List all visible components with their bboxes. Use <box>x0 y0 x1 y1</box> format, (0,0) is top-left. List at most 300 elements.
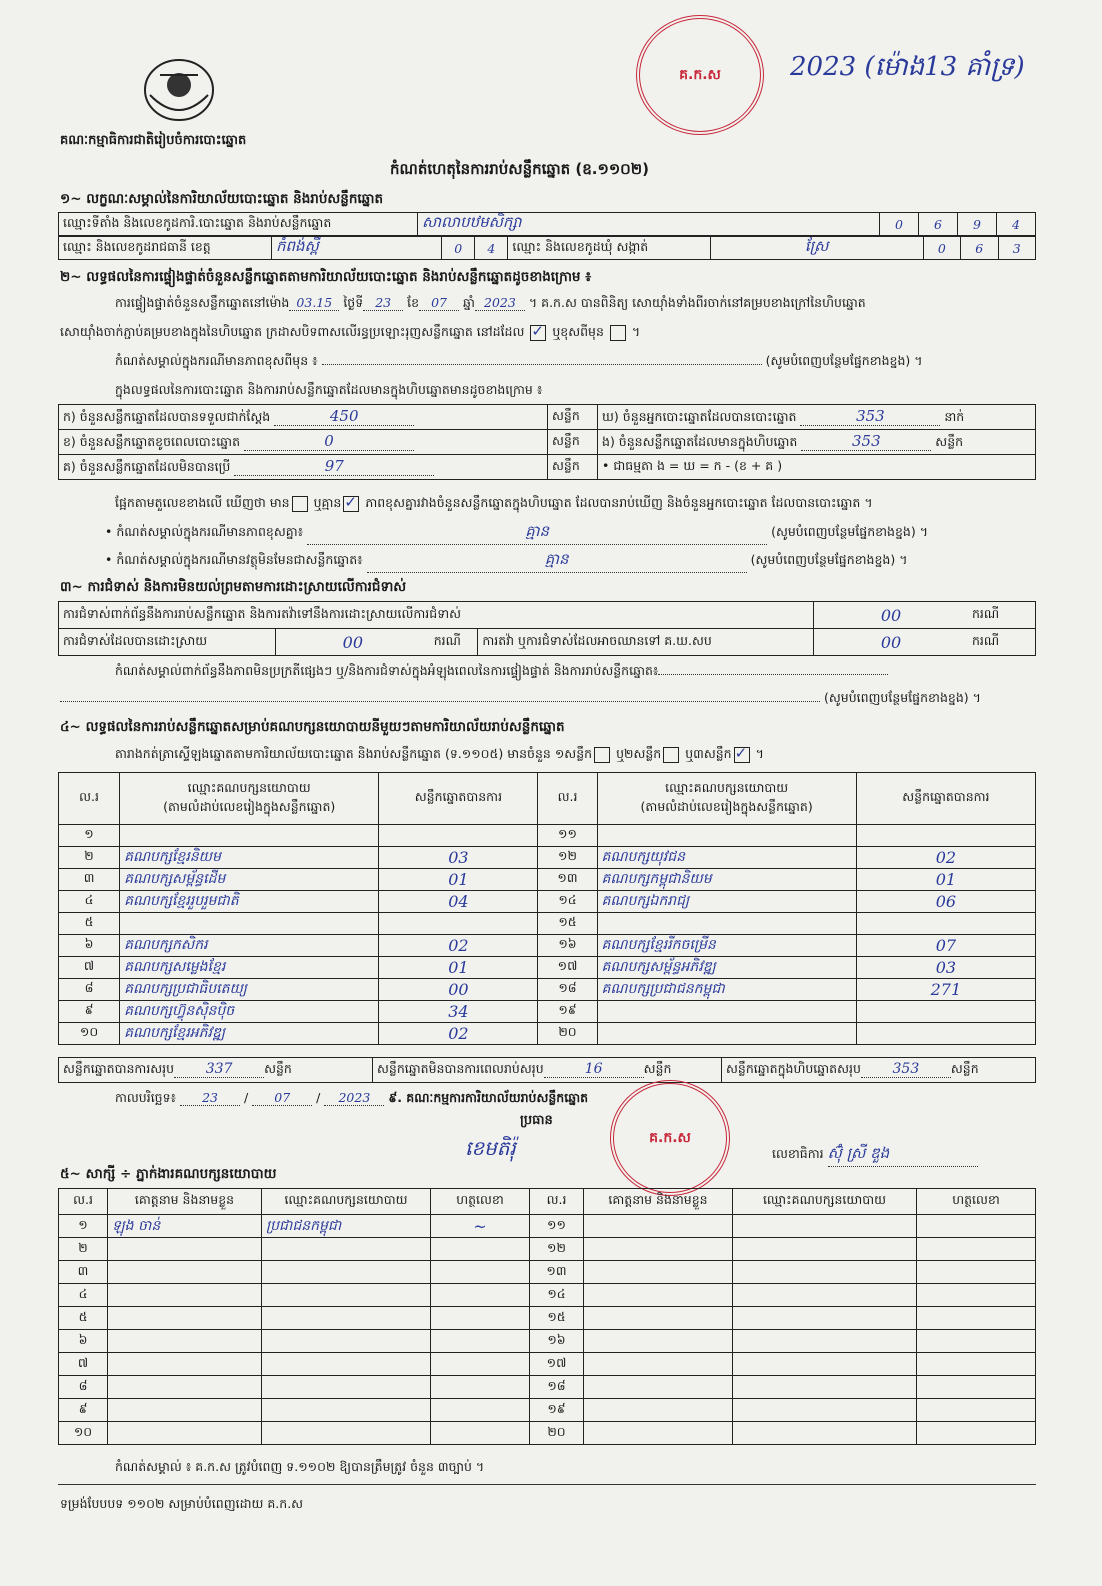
appeal-value: 00 <box>814 629 968 656</box>
date-label: កាលបរិច្ឆេទ៖ <box>115 1090 177 1105</box>
count-a-unit: សន្លឹក <box>548 405 598 430</box>
result-votes: 01 <box>379 957 538 979</box>
col-party-left: ឈ្មោះគណបក្សនយោបាយ <box>187 779 311 795</box>
result-no: ៥ <box>59 913 120 935</box>
count-e-label: ង) ចំនួនសន្លឹកឆ្នោតដែលមានក្នុងហិបឆ្នោត <box>602 433 798 449</box>
row1-label: ឈ្មោះទីតាំង និងលេខកូដការិ.បោះឆ្នោត និងរាប់សន្លឹកឆ្នោត <box>59 213 418 236</box>
count-d-label: ឃ) ចំនួនអ្នកបោះឆ្នោតដែលបានបោះឆ្នោត <box>602 408 797 424</box>
sheets-label-a: តារាងកត់ត្រាស្ទើឡងឆ្នោតតាមការិយាល័យបោះឆ្នោត និងរាប់សន្លឹកឆ្នោត (ទ.១១០៥) មានចំនួន ១សន្លឹក <box>115 746 593 761</box>
row2-code2-1: 6 <box>961 237 998 260</box>
witness-row <box>59 1376 1036 1399</box>
result-party <box>120 913 379 935</box>
total-box-value: 353 <box>861 1061 951 1078</box>
total-invalid-unit: សន្លឹក <box>643 1060 672 1076</box>
footer-text: ទម្រង់បែបបទ ១១០២ សម្រាប់បំពេញដោយ គ.ក.ស <box>60 1496 304 1511</box>
section1-table <box>58 212 1036 236</box>
count-e-unit: សន្លឹក <box>935 433 964 449</box>
witness-no: ៥ <box>59 1307 108 1330</box>
witness-name <box>584 1422 733 1445</box>
formula: • ជាធម្មតា ង = ឃ = ក - (ខ + គ ) <box>598 455 1036 480</box>
result-no: ៧ <box>59 957 120 979</box>
result-votes: 00 <box>379 979 538 1001</box>
witness-signature <box>431 1399 530 1422</box>
result-party <box>120 825 379 847</box>
witness-name <box>584 1307 733 1330</box>
witness-signature <box>917 1261 1036 1284</box>
sec2-bullet1 <box>105 522 928 545</box>
line1-a: ការផ្ទៀងផ្ទាត់ចំនួនសន្លឹកឆ្នោតនៅម៉ោង <box>115 295 290 310</box>
count-a-label: ក) ចំនួនសន្លឹកឆ្នោតដែលបានទទួលជាក់ស្តែង <box>63 408 271 424</box>
page-title: កំណត់ហេតុនៃការរាប់សន្លឹកឆ្នោត (ឧ.១១០២) <box>390 160 650 178</box>
row2-code-1: 4 <box>475 237 508 260</box>
result-votes <box>856 1001 1035 1023</box>
witness-party <box>733 1422 917 1445</box>
witness-no: ១២ <box>530 1238 584 1261</box>
line3-text: កំណត់សម្គាល់ក្នុងករណីមានភាពខុសពីមុន ៖ <box>115 353 318 368</box>
sec3-note <box>115 663 888 682</box>
org-name: គណៈកម្មាធិការជាតិរៀបចំការបោះឆ្នោត <box>60 133 247 148</box>
different-checkbox[interactable] <box>610 325 626 341</box>
witness-no: ៨ <box>59 1376 108 1399</box>
bullet1-note: (សូមបំពេញបន្ថែមផ្នែកខាងខ្នង) ។ <box>771 524 928 539</box>
one-sheet-checkbox[interactable] <box>594 747 610 763</box>
section4-title: ៤~ លទ្ធផលនៃការរាប់សន្លឹកឆ្នោតសម្រាប់គណបក្សនយោបាយនីមួយៗតាមការិយាល័យរាប់សន្លឹកឆ្នោត <box>60 719 565 735</box>
count-c-label: គ) ចំនួនសន្លឹកឆ្នោតដែលមិនបានប្រើ <box>63 458 231 474</box>
sheets-label-c: ឬ៣សន្លឹក <box>685 746 732 761</box>
result-votes: 01 <box>856 869 1035 891</box>
date-year: 2023 <box>324 1090 384 1106</box>
row1-code-0: 0 <box>880 213 919 236</box>
committee-label: ៩. គណៈកម្មការការិយាល័យរាប់សន្លឹកឆ្នោត <box>388 1090 589 1105</box>
line1-month: 07 <box>419 295 459 311</box>
witness-party: ប្រជាជនកម្ពុជា <box>262 1215 431 1238</box>
result-votes <box>856 913 1035 935</box>
sec2-line2: សោយ៉ាំងចាក់ភ្ជាប់គម្របខាងក្នុងនៃហិបឆ្នោត ក្រដាសបិទពាសលើរន្ធប្រឡោះរុញសន្លឹកឆ្នោត នៅដដែល ✓ ឬខុសពីមុន ។ <box>60 324 640 343</box>
result-no: ២ <box>59 847 120 869</box>
result-row <box>59 825 1036 847</box>
date-day: 23 <box>180 1090 240 1106</box>
row2-code-0: 0 <box>442 237 475 260</box>
result-no: ១៧ <box>538 957 597 979</box>
witness-name <box>584 1284 733 1307</box>
w-col-party-right: ឈ្មោះគណបក្សនយោបាយ <box>733 1189 917 1215</box>
count-c-value: 97 <box>234 457 434 476</box>
witness-signature <box>917 1422 1036 1445</box>
result-no: ៣ <box>59 869 120 891</box>
witness-signature <box>917 1353 1036 1376</box>
sec3-note-fill2 <box>60 701 820 702</box>
witness-party <box>262 1399 431 1422</box>
result-no: ១១ <box>538 825 597 847</box>
bullet2-label: • កំណត់សម្គាល់ក្នុងករណីមានវត្ថុមិនមែនជាសន្លឹកឆ្នោត៖ <box>105 552 363 567</box>
w-col-party-left: ឈ្មោះគណបក្សនយោបាយ <box>262 1189 431 1215</box>
result-party <box>597 1023 856 1045</box>
witness-no: ៧ <box>59 1353 108 1376</box>
result-party: គណបក្សឯករាជ្យ <box>597 891 856 913</box>
w-col-name-left: គោត្តនាម និងនាមខ្លួន <box>108 1189 262 1215</box>
witness-name <box>584 1215 733 1238</box>
witness-name <box>584 1238 733 1261</box>
line1-b: ថ្ងៃទី <box>343 295 364 310</box>
witness-party <box>733 1238 917 1261</box>
col-party-sub-left: (តាមលំដាប់លេខរៀងក្នុងសន្លឹកឆ្នោត) <box>163 798 336 814</box>
witness-row <box>59 1238 1036 1261</box>
result-votes <box>856 825 1035 847</box>
witness-no: ១ <box>59 1215 108 1238</box>
handwritten-date-note: 2023 (ម៉ោង13 គាំទ្រ) <box>790 52 1025 82</box>
w-col-no-right: ល.រ <box>530 1189 584 1215</box>
witness-no: ១៩ <box>530 1399 584 1422</box>
witness-no: ៤ <box>59 1284 108 1307</box>
witness-party <box>733 1330 917 1353</box>
witness-row <box>59 1422 1036 1445</box>
witness-no: ១៦ <box>530 1330 584 1353</box>
witness-signature <box>431 1376 530 1399</box>
witness-party <box>733 1307 917 1330</box>
result-no: ១២ <box>538 847 597 869</box>
witness-signature <box>431 1261 530 1284</box>
result-party: គណបក្សយុវជន <box>597 847 856 869</box>
result-party: គណបក្សប្រជាជនកម្ពុជា <box>597 979 856 1001</box>
result-party: គណបក្សហ៊្វុនស៊ិនប៉ិច <box>120 1001 379 1023</box>
result-party <box>597 825 856 847</box>
witness-party <box>733 1399 917 1422</box>
result-party <box>597 1001 856 1023</box>
sec3-fill-note: (សូមបំពេញបន្ថែមផ្នែកខាងខ្នង) ។ <box>823 690 981 705</box>
line2-text: សោយ៉ាំងចាក់ភ្ជាប់គម្របខាងក្នុងនៃហិបឆ្នោត ក្រដាសបិទពាសលើរន្ធប្រឡោះរុញសន្លឹកឆ្នោត នៅដដែល <box>60 324 525 339</box>
sec3-table <box>58 601 1036 656</box>
col-votes-left: សន្លឹកឆ្នោតបានការ <box>379 773 538 825</box>
result-no: ១៩ <box>538 1001 597 1023</box>
line5-a: ផ្អែកតាមតួលេខខាងលើ ឃើញថា មាន <box>115 495 290 510</box>
sec2-bullet2 <box>105 550 907 573</box>
result-party: គណបក្សកម្ពុជានិយម <box>597 869 856 891</box>
result-no: ១៤ <box>538 891 597 913</box>
footer-rule <box>58 1484 1036 1485</box>
witness-name <box>108 1261 262 1284</box>
row1-code-2: 9 <box>958 213 997 236</box>
witness-no: ១០ <box>59 1422 108 1445</box>
witness-no: ២០ <box>530 1422 584 1445</box>
witness-party <box>262 1238 431 1261</box>
witness-no: ២ <box>59 1238 108 1261</box>
resolved-label: ការជំទាស់ដែលបានដោះស្រាយ <box>59 629 276 656</box>
emblem-icon <box>140 55 218 125</box>
result-votes: 06 <box>856 891 1035 913</box>
section1-table-row2 <box>58 236 1036 260</box>
witness-signature: ~ <box>431 1215 530 1238</box>
total-invalid-label: សន្លឹកឆ្នោតមិនបានការពេលរាប់សរុប <box>377 1060 544 1076</box>
witness-signature <box>431 1307 530 1330</box>
sec5-note: កំណត់សម្គាល់ ៖ គ.ក.ស ត្រូវបំពេញ ទ.១១០២ ឱ្យបានត្រឹមត្រូវ ចំនួន ៣ច្បាប់ ។ <box>115 1459 485 1474</box>
witness-party <box>733 1284 917 1307</box>
witness-row <box>59 1307 1036 1330</box>
sec2-line5 <box>115 495 873 514</box>
row2-value2: ស្រែ <box>710 237 923 260</box>
witness-party <box>262 1261 431 1284</box>
section5-title: ៥~ សាក្សី ÷ ភ្នាក់ងារគណបក្សនយោបាយ <box>60 1166 277 1182</box>
witness-signature <box>917 1238 1036 1261</box>
count-e-value: 353 <box>801 432 931 451</box>
bullet1-label: • កំណត់សម្គាល់ក្នុងករណីមានភាពខុសគ្នា៖ <box>105 524 304 539</box>
witness-name <box>584 1353 733 1376</box>
witness-signature <box>431 1353 530 1376</box>
two-sheet-checkbox[interactable] <box>663 747 679 763</box>
result-votes: 03 <box>856 957 1035 979</box>
result-party: គណបក្សប្រជាធិបតេយ្យ <box>120 979 379 1001</box>
appeal-unit: ករណី <box>968 629 1036 656</box>
row1-code-1: 6 <box>919 213 958 236</box>
line1-year: 2023 <box>475 295 525 311</box>
count-a-value: 450 <box>274 407 414 426</box>
official-stamp-top: គ.ក.ស <box>636 15 764 135</box>
line2-b: ឬខុសពីមុន <box>552 324 604 339</box>
witness-no: ៣ <box>59 1261 108 1284</box>
witness-signature <box>917 1399 1036 1422</box>
sec2-line3 <box>115 353 922 372</box>
result-votes: 02 <box>856 847 1035 869</box>
same-checkbox[interactable] <box>530 325 546 341</box>
witness-party <box>262 1376 431 1399</box>
result-row <box>59 869 1036 891</box>
total-valid-label: សន្លឹកឆ្នោតបានការសរុប <box>63 1060 175 1076</box>
result-no: ១ <box>59 825 120 847</box>
count-b-label: ខ) ចំនួនសន្លឹកឆ្នោតខូចពេលបោះឆ្នោត <box>63 433 241 449</box>
row2-label: ឈ្មោះ និងលេខកូដរាជធានី ខេត្ត <box>59 237 272 260</box>
result-votes: 271 <box>856 979 1035 1001</box>
witness-signature <box>917 1284 1036 1307</box>
result-votes: 07 <box>856 935 1035 957</box>
resolved-unit: ករណី <box>430 629 478 656</box>
count-d-unit: នាក់ <box>944 408 965 424</box>
result-no: ១៥ <box>538 913 597 935</box>
witness-name <box>108 1330 262 1353</box>
result-votes <box>856 1023 1035 1045</box>
witness-party <box>262 1353 431 1376</box>
result-no: ៤ <box>59 891 120 913</box>
w-col-sig-left: ហត្ថលេខា <box>431 1189 530 1215</box>
result-row <box>59 913 1036 935</box>
secretary-label: លេខាធិការ <box>772 1146 824 1161</box>
objection-label: ការជំទាស់ពាក់ព័ន្ធនឹងការរាប់សន្លឹកឆ្នោត និងការតវ៉ាទៅនឹងការដោះស្រាយលើការជំទាស់ <box>59 602 814 629</box>
sec2-line4: ក្នុងលទ្ធផលនៃការបោះឆ្នោត និងការរាប់សន្លឹកឆ្នោតដែលមានក្នុងហិបឆ្នោតមានដូចខាងក្រោម ៖ <box>115 382 543 397</box>
result-votes <box>379 825 538 847</box>
count-c-unit: សន្លឹក <box>548 455 598 480</box>
result-party: គណបក្សសម្ព័ន្ធដើម <box>120 869 379 891</box>
witness-no: ១៨ <box>530 1376 584 1399</box>
witness-party <box>733 1353 917 1376</box>
result-votes: 03 <box>379 847 538 869</box>
total-invalid-value: 16 <box>544 1061 644 1078</box>
witness-no: ៦ <box>59 1330 108 1353</box>
witness-name <box>108 1238 262 1261</box>
witness-party <box>262 1422 431 1445</box>
witness-name <box>584 1261 733 1284</box>
bullet2-note: (សូមបំពេញបន្ថែមផ្នែកខាងខ្នង) ។ <box>750 552 908 567</box>
result-row <box>59 891 1036 913</box>
result-votes: 02 <box>379 1023 538 1045</box>
w-col-no-left: ល.រ <box>59 1189 108 1215</box>
line5-c: ភាពខុសគ្នារវាងចំនួនសន្លឹកឆ្នោតក្នុងហិបឆ្នោត ដែលបានរាប់ឃើញ និងចំនួនអ្នកបោះឆ្នោត ដែលបានបោះឆ្នោត ។ <box>365 495 873 510</box>
col-no-left: ល.រ <box>59 773 120 825</box>
witness-table <box>58 1188 1036 1445</box>
result-party: គណបក្សសម្ព័ន្ធអភិវឌ្ឍ <box>597 957 856 979</box>
witness-party <box>733 1261 917 1284</box>
section3-title: ៣~ ការជំទាស់ និងការមិនយល់ព្រមតាមការដោះស្រាយលើការជំទាស់ <box>60 579 407 595</box>
result-no: ១៣ <box>538 869 597 891</box>
line1-c: ខែ <box>407 295 420 310</box>
result-row <box>59 935 1036 957</box>
row2-code2-2: 3 <box>998 237 1036 260</box>
result-row <box>59 847 1036 869</box>
witness-row <box>59 1330 1036 1353</box>
bullet1-value: គ្មាន <box>307 522 767 545</box>
row2-label2: ឈ្មោះ និងលេខកូដឃុំ សង្កាត់ <box>508 237 710 260</box>
bullet2-value: គ្មាន <box>367 550 747 573</box>
appeal-label: ការតវ៉ា ឬការជំទាស់ដែលអាចឈានទៅ គ.ឃ.សប <box>478 629 814 656</box>
line1-time: 03.15 <box>289 295 339 311</box>
w-col-name-right: គោត្តនាម និងនាមខ្លួន <box>584 1189 733 1215</box>
result-votes: 01 <box>379 869 538 891</box>
witness-no: ១៥ <box>530 1307 584 1330</box>
sec2-counts-table <box>58 404 1036 480</box>
section1-title: ១~ លក្ខណៈសម្គាល់នៃការិយាល័យបោះឆ្នោត និងរាប់សន្លឹកឆ្នោត <box>60 191 384 207</box>
chair-signature: ខេមតិរ៉ុ <box>465 1136 516 1160</box>
witness-party <box>733 1376 917 1399</box>
witness-signature <box>917 1307 1036 1330</box>
result-party <box>597 913 856 935</box>
row1-value: សាលាបឋមសិក្សា <box>418 213 880 236</box>
results-table <box>58 772 1036 1045</box>
total-valid-unit: សន្លឹក <box>264 1060 292 1076</box>
result-party: គណបក្សខ្មែរអភិវឌ្ឍ <box>120 1023 379 1045</box>
witness-no: ១៤ <box>530 1284 584 1307</box>
result-party: គណបក្សខ្មែររីកចម្រើន <box>597 935 856 957</box>
line3-fill <box>322 364 762 365</box>
result-no: ៩ <box>59 1001 120 1023</box>
result-no: ១០ <box>59 1023 120 1045</box>
witness-no: ៩ <box>59 1399 108 1422</box>
line3-note: (សូមបំពេញបន្ថែមផ្នែកខាងខ្នង) ។ <box>765 353 923 368</box>
result-no: ៨ <box>59 979 120 1001</box>
chair-label: ប្រធាន <box>520 1113 553 1128</box>
witness-name <box>108 1422 262 1445</box>
line5-b: ឬគ្មាន <box>313 495 342 510</box>
result-no: ៦ <box>59 935 120 957</box>
row2-value: កំពង់ស្ពឺ <box>271 237 441 260</box>
result-row <box>59 979 1036 1001</box>
result-party: គណបក្សសម្លេងខ្មែរ <box>120 957 379 979</box>
result-party: គណបក្សខ្មែរនិយម <box>120 847 379 869</box>
result-row <box>59 1023 1036 1045</box>
row2-code2-0: 0 <box>923 237 960 260</box>
col-party-right: ឈ្មោះគណបក្សនយោបាយ <box>665 779 789 795</box>
witness-no: ១១ <box>530 1215 584 1238</box>
total-box-unit: សន្លឹក <box>950 1060 979 1076</box>
witness-row <box>59 1353 1036 1376</box>
sec4-line: តារាងកត់ត្រាស្ទើឡងឆ្នោតតាមការិយាល័យបោះឆ្នោត និងរាប់សន្លឹកឆ្នោត (ទ.១១០៥) មានចំនួន ១សន្លឹក ឬ២សន្លឹក ឬ៣សន្លឹក✓ ។ <box>115 746 764 765</box>
total-box-label: សន្លឹកឆ្នោតក្នុងហិបឆ្នោតសរុប <box>726 1060 861 1076</box>
witness-signature <box>431 1330 530 1353</box>
official-stamp-bottom: គ.ក.ស <box>610 1080 730 1196</box>
witness-name <box>108 1399 262 1422</box>
witness-name <box>108 1376 262 1399</box>
no-diff-checkbox[interactable] <box>343 496 359 512</box>
result-votes: 04 <box>379 891 538 913</box>
witness-signature <box>431 1284 530 1307</box>
result-no: ១៦ <box>538 935 597 957</box>
count-b-value: 0 <box>244 432 414 451</box>
witness-name <box>584 1330 733 1353</box>
witness-row <box>59 1261 1036 1284</box>
witness-name: ឡុង ចាន់ <box>108 1215 262 1238</box>
result-no: ២០ <box>538 1023 597 1045</box>
total-valid-value: 337 <box>174 1061 264 1078</box>
result-row <box>59 957 1036 979</box>
result-no: ១៨ <box>538 979 597 1001</box>
witness-name <box>584 1399 733 1422</box>
section2-title: ២~ លទ្ធផលនៃការផ្ទៀងផ្ទាត់ចំនួនសន្លឹកឆ្នោតតាមការិយាល័យបោះឆ្នោត និងរាប់សន្លឹកឆ្នោតដូចខាងក្រោម ៖ <box>60 269 592 285</box>
sheets-label-b: ឬ២សន្លឹក <box>616 746 662 761</box>
sec3-note-text: កំណត់សម្គាល់ពាក់ព័ន្ធនឹងភាពមិនប្រក្រតីផ្សេងៗ ឬ/និងការជំទាស់ក្នុងអំឡុងពេលនៃការផ្ទៀងផ្ទាត់ និងការរាប់សន្លឹកឆ្នោត៖ <box>115 663 659 678</box>
col-no-right: ល.រ <box>538 773 597 825</box>
row1-code-3: 4 <box>997 213 1036 236</box>
witness-no: ១៧ <box>530 1353 584 1376</box>
sec3-note-fill <box>658 674 888 675</box>
witness-signature <box>431 1238 530 1261</box>
line1-d: ឆ្នាំ <box>463 295 475 310</box>
result-votes <box>379 913 538 935</box>
result-row <box>59 1001 1036 1023</box>
w-col-sig-right: ហត្ថលេខា <box>917 1189 1036 1215</box>
sec3-note-line2 <box>60 690 981 709</box>
witness-name <box>108 1284 262 1307</box>
resolved-value: 00 <box>275 629 429 656</box>
result-party: គណបក្សកសិករ <box>120 935 379 957</box>
witness-name <box>584 1376 733 1399</box>
witness-row <box>59 1215 1036 1238</box>
result-votes: 02 <box>379 935 538 957</box>
witness-signature <box>431 1422 530 1445</box>
line1-e: ។ គ.ក.ស បានពិនិត្យ សោយ៉ាំងទាំងពីរចាក់នៅគម្របខាងក្រៅនៃហិបឆ្នោត <box>528 295 866 310</box>
col-party-sub-right: (តាមលំដាប់លេខរៀងក្នុងសន្លឹកឆ្នោត) <box>640 798 813 814</box>
secretary-line <box>772 1144 978 1167</box>
line1-day: 23 <box>363 295 403 311</box>
has-diff-checkbox[interactable] <box>292 496 308 512</box>
witness-row <box>59 1284 1036 1307</box>
witness-party <box>733 1215 917 1238</box>
date-month: 07 <box>252 1090 312 1106</box>
witness-signature <box>917 1376 1036 1399</box>
witness-no: ១៣ <box>530 1261 584 1284</box>
result-party: គណបក្សខ្មែររួបរួមជាតិ <box>120 891 379 913</box>
three-sheet-checkbox[interactable] <box>734 747 750 763</box>
count-b-unit: សន្លឹក <box>548 430 598 455</box>
col-votes-right: សន្លឹកឆ្នោតបានការ <box>856 773 1035 825</box>
witness-name <box>108 1307 262 1330</box>
witness-party <box>262 1330 431 1353</box>
witness-signature <box>917 1215 1036 1238</box>
witness-name <box>108 1353 262 1376</box>
witness-party <box>262 1284 431 1307</box>
witness-signature <box>917 1330 1036 1353</box>
objection-unit: ករណី <box>968 602 1036 629</box>
objection-value: 00 <box>814 602 968 629</box>
witness-party <box>262 1307 431 1330</box>
sec2-line1 <box>115 295 866 314</box>
witness-row <box>59 1399 1036 1422</box>
secretary-signature: ស៊ុំ ស្រី ឌួង <box>828 1144 978 1167</box>
